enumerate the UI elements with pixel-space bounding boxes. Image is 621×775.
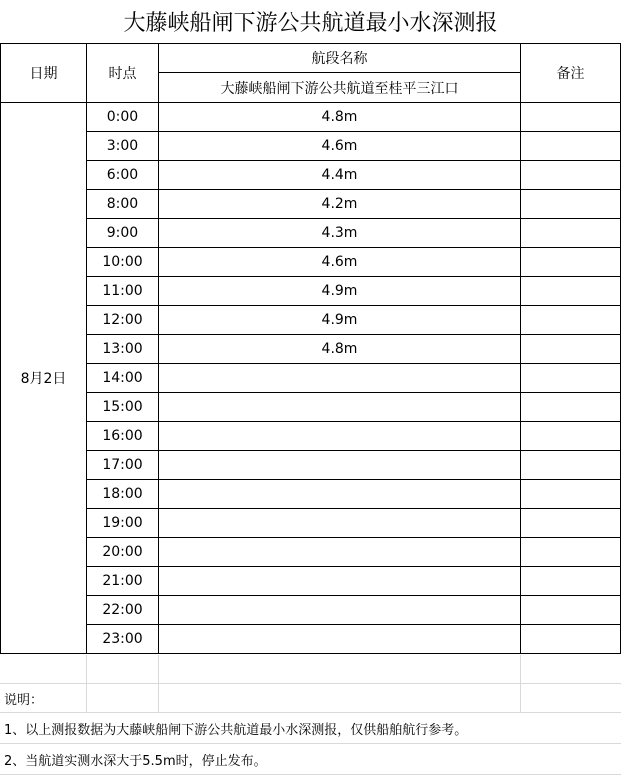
depth-cell	[159, 509, 521, 538]
section-name: 大藤峡船闸下游公共航道至桂平三江口	[159, 73, 521, 103]
time-cell: 23:00	[87, 625, 159, 654]
depth-cell	[159, 596, 521, 625]
table-row	[1, 248, 621, 277]
depth-cell: 4.9m	[159, 306, 521, 335]
section-header: 航段名称	[159, 44, 521, 73]
time-cell: 8:00	[87, 190, 159, 219]
depth-cell	[159, 451, 521, 480]
remark-header: 备注	[521, 44, 621, 103]
note-line-2	[0, 744, 621, 775]
remark-cell	[521, 161, 621, 190]
note-text-1: 1、以上测报数据为大藤峡船闸下游公共航道最小水深测报，仅供船舶航行参考。	[4, 722, 468, 738]
time-cell: 6:00	[87, 161, 159, 190]
table-row	[1, 451, 621, 480]
table-row	[1, 190, 621, 219]
time-cell: 16:00	[87, 422, 159, 451]
depth-cell	[159, 393, 521, 422]
table-row	[1, 306, 621, 335]
remark-cell	[521, 393, 621, 422]
depth-cell: 4.4m	[159, 161, 521, 190]
date-cell: 8月2日	[1, 103, 87, 654]
table-row	[1, 132, 621, 161]
depth-cell: 4.2m	[159, 190, 521, 219]
depth-cell	[159, 422, 521, 451]
notes-heading: 说明：	[4, 692, 44, 708]
depth-cell	[159, 480, 521, 509]
notes-heading-row	[0, 684, 621, 713]
remark-cell	[521, 480, 621, 509]
table-row	[1, 364, 621, 393]
remark-cell	[521, 567, 621, 596]
time-cell: 0:00	[87, 103, 159, 132]
remark-cell	[521, 103, 621, 132]
time-cell: 18:00	[87, 480, 159, 509]
report-title: 大藤峡船闸下游公共航道最小水深测报	[123, 11, 498, 36]
time-cell: 14:00	[87, 364, 159, 393]
remark-cell	[521, 248, 621, 277]
table-row	[1, 277, 621, 306]
depth-cell: 4.6m	[159, 248, 521, 277]
depth-cell: 4.8m	[159, 335, 521, 364]
table-row	[1, 538, 621, 567]
note-text-2: 2、当航道实测水深大于5.5m时，停止发布。	[4, 753, 267, 769]
table-row	[1, 422, 621, 451]
table-row	[1, 480, 621, 509]
remark-cell	[521, 277, 621, 306]
depth-report-table	[0, 43, 621, 654]
table-row	[1, 567, 621, 596]
depth-cell: 4.6m	[159, 132, 521, 161]
depth-cell	[159, 364, 521, 393]
depth-cell	[159, 538, 521, 567]
time-cell: 20:00	[87, 538, 159, 567]
table-row	[1, 103, 621, 132]
time-cell: 10:00	[87, 248, 159, 277]
time-cell: 21:00	[87, 567, 159, 596]
time-cell: 13:00	[87, 335, 159, 364]
remark-cell	[521, 422, 621, 451]
remark-cell	[521, 364, 621, 393]
note-line-1	[0, 713, 621, 744]
table-row	[1, 335, 621, 364]
remark-cell	[521, 451, 621, 480]
remark-cell	[521, 219, 621, 248]
time-cell: 11:00	[87, 277, 159, 306]
time-cell: 17:00	[87, 451, 159, 480]
depth-cell: 4.3m	[159, 219, 521, 248]
table-row	[1, 625, 621, 654]
remark-cell	[521, 625, 621, 654]
blank-row	[0, 655, 621, 684]
remark-cell	[521, 306, 621, 335]
remark-cell	[521, 596, 621, 625]
notes-area	[0, 655, 621, 775]
remark-cell	[521, 190, 621, 219]
table-row	[1, 509, 621, 538]
depth-cell: 4.9m	[159, 277, 521, 306]
table-row	[1, 219, 621, 248]
time-cell: 9:00	[87, 219, 159, 248]
table-row	[1, 596, 621, 625]
depth-cell	[159, 625, 521, 654]
table-row	[1, 161, 621, 190]
depth-cell: 4.8m	[159, 103, 521, 132]
time-header: 时点	[87, 44, 159, 103]
date-header: 日期	[1, 44, 87, 103]
time-cell: 22:00	[87, 596, 159, 625]
remark-cell	[521, 538, 621, 567]
remark-cell	[521, 132, 621, 161]
time-cell: 12:00	[87, 306, 159, 335]
depth-cell	[159, 567, 521, 596]
remark-cell	[521, 335, 621, 364]
time-cell: 19:00	[87, 509, 159, 538]
table-row	[1, 393, 621, 422]
time-cell: 3:00	[87, 132, 159, 161]
remark-cell	[521, 509, 621, 538]
time-cell: 15:00	[87, 393, 159, 422]
